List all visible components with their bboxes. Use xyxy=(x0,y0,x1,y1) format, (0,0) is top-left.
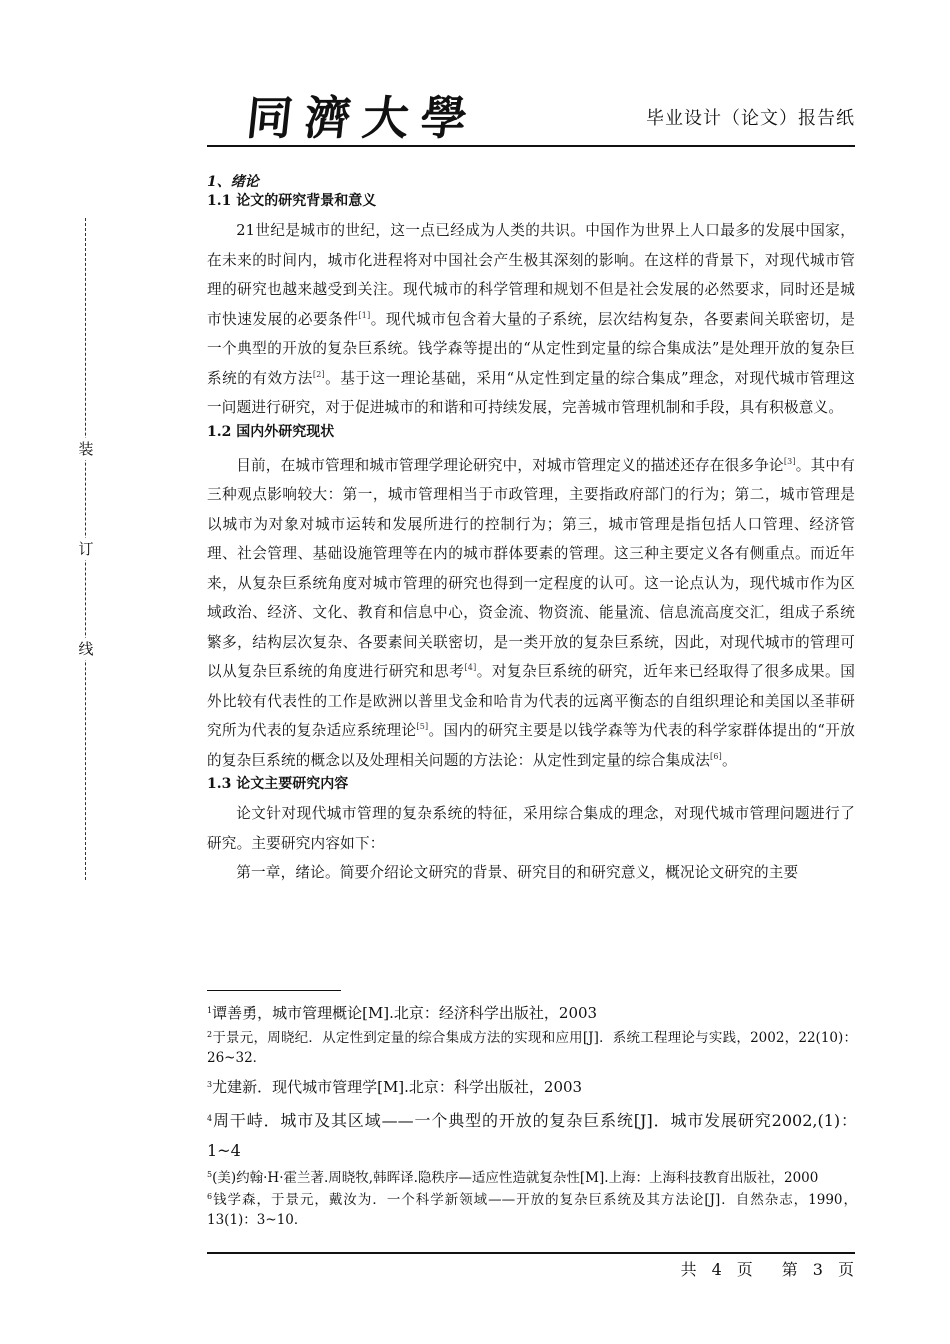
binding-char-xian: 线 xyxy=(76,638,96,660)
total-label-post: 页 xyxy=(736,1260,754,1279)
page-header xyxy=(207,78,855,148)
binding-line xyxy=(78,218,94,880)
chapter-heading: 1、绪论 xyxy=(207,174,259,190)
current-page: 3 xyxy=(812,1260,824,1279)
citation-ref: [2] xyxy=(312,369,325,379)
current-label-post: 页 xyxy=(837,1260,855,1279)
citation-ref: [1] xyxy=(358,310,371,320)
page-footer xyxy=(681,1257,855,1280)
citation-ref: [6] xyxy=(710,751,722,761)
header-title: 毕业设计（论文）报告纸 xyxy=(646,108,855,129)
footnotes xyxy=(207,1002,857,1230)
main-content xyxy=(207,172,855,888)
footnote-1: $^1$谭善勇，城市管理概论[M].北京：经济科学出版社，2003 xyxy=(207,1004,598,1022)
footnote-4: $^4$周干峙．城市及其区域——一个典型的开放的复杂巨系统[J]．城市发展研究2002,(1)：1~4 xyxy=(207,1111,857,1160)
section-heading-1-3: 1.3 论文主要研究内容 xyxy=(207,776,349,792)
citation-ref: [3] xyxy=(783,456,796,466)
current-label-pre: 第 xyxy=(781,1260,799,1279)
total-label-pre: 共 xyxy=(680,1260,698,1279)
binding-char-ding: 订 xyxy=(76,538,96,560)
university-logo: 同濟大學 xyxy=(243,91,482,145)
citation-ref: [5] xyxy=(416,722,429,731)
footnote-3: $^3$尤建新．现代城市管理学[M].北京：科学出版社，2003 xyxy=(207,1078,583,1096)
paragraph-chapter-one: 第一章，绪论。简要介绍论文研究的背景、研究目的和研究意义，概况论文研究的主要 xyxy=(236,864,799,881)
section-heading-1-2: 1.2 国内外研究现状 xyxy=(207,423,335,440)
binding-char-zhuang: 装 xyxy=(76,438,96,460)
total-pages: 4 xyxy=(711,1260,723,1279)
footnote-5: $^5$(美)约翰·H·霍兰著.周晓牧,韩晖译.隐秩序—适应性造就复杂性[M].上海：上海科技教育出版社，2000 xyxy=(207,1170,819,1186)
footnote-2: $^2$于景元，周晓纪．从定性到定量的综合集成方法的实现和应用[J]．系统工程理论与实践，2002，22(10)：26~32． xyxy=(207,1030,857,1066)
paragraph-background: 21世纪是城市的世纪，这一点已经成为人类的共识。中国作为世界上人口最多的发展中国家，在未来的时间内，城市化进程将对中国社会产生极其深刻的影响。在这样的背景下，对现代城市管理的研究也越来越受到关注。现代城市的科学管理和规划不但是社会发展的必然要求，同时还是城市快速发展的必要条件[1]。现代城市包含着大量的子系统，层次结构复杂，各要素间关联密切，是一个典型的开放的复杂巨系统。钱学森等提出的“从定性到定量的综合集成法”是处理开放的复杂巨系统的有效方法[2]。基于这一理论基础，采用“从定性到定量的综合集成”理念，对现代城市管理这一问题进行研究，对于促进城市的和谐和可持续发展，完善城市管理机制和手段，具有积极意义。 xyxy=(207,222,856,416)
citation-ref: [4] xyxy=(464,663,477,672)
footer-rule xyxy=(207,1252,855,1254)
section-heading-1-1: 1.1 论文的研究背景和意义 xyxy=(207,193,377,209)
footnote-rule xyxy=(207,990,341,991)
paragraph-main-content: 论文针对现代城市管理的复杂系统的特征，采用综合集成的理念，对现代城市管理问题进行了研究。主要研究内容如下： xyxy=(207,805,855,852)
paragraph-research-status: 目前，在城市管理和城市管理学理论研究中，对城市管理定义的描述还存在很多争论[3]。其中有三种观点影响较大：第一，城市管理相当于市政管理，主要指政府部门的行为；第二，城市管理是以城市为对象对城市运转和发展所进行的控制行为；第三，城市管理是指包括人口管理、经济管理、社会管理、基础设施管理等在内的城市群体要素的管理。这三种主要定义各有侧重点。而近年来，从复杂巨系统角度对城市管理的研究也得到一定程度的认可。这一论点认为，现代城市作为区域政治、经济、文化、教育和信息中心，资金流、物资流、能量流、信息流高度交汇，组成子系统繁多，结构层次复杂、各要素间关联密切，是一类开放的复杂巨系统，因此，对现代城市的管理可以从复杂巨系统的角度进行研究和思考[4]。对复杂巨系统的研究，近年来已经取得了很多成果。国外比较有代表性的工作是欧洲以普里戈金和哈肯为代表的远离平衡态的自组织理论和美国以圣菲研究所为代表的复杂适应系统理论[5]。国内的研究主要是以钱学森等为代表的科学家群体提出的“开放的复杂巨系统的概念以及处理相关问题的方法论：从定性到定量的综合集成法[6]。 xyxy=(207,456,856,769)
footnote-6: $^6$钱学森，于景元，戴汝为．一个科学新领域——开放的复杂巨系统及其方法论[J]．自然杂志，1990，13(1)：3~10． xyxy=(207,1192,857,1228)
header-rule xyxy=(207,145,855,147)
